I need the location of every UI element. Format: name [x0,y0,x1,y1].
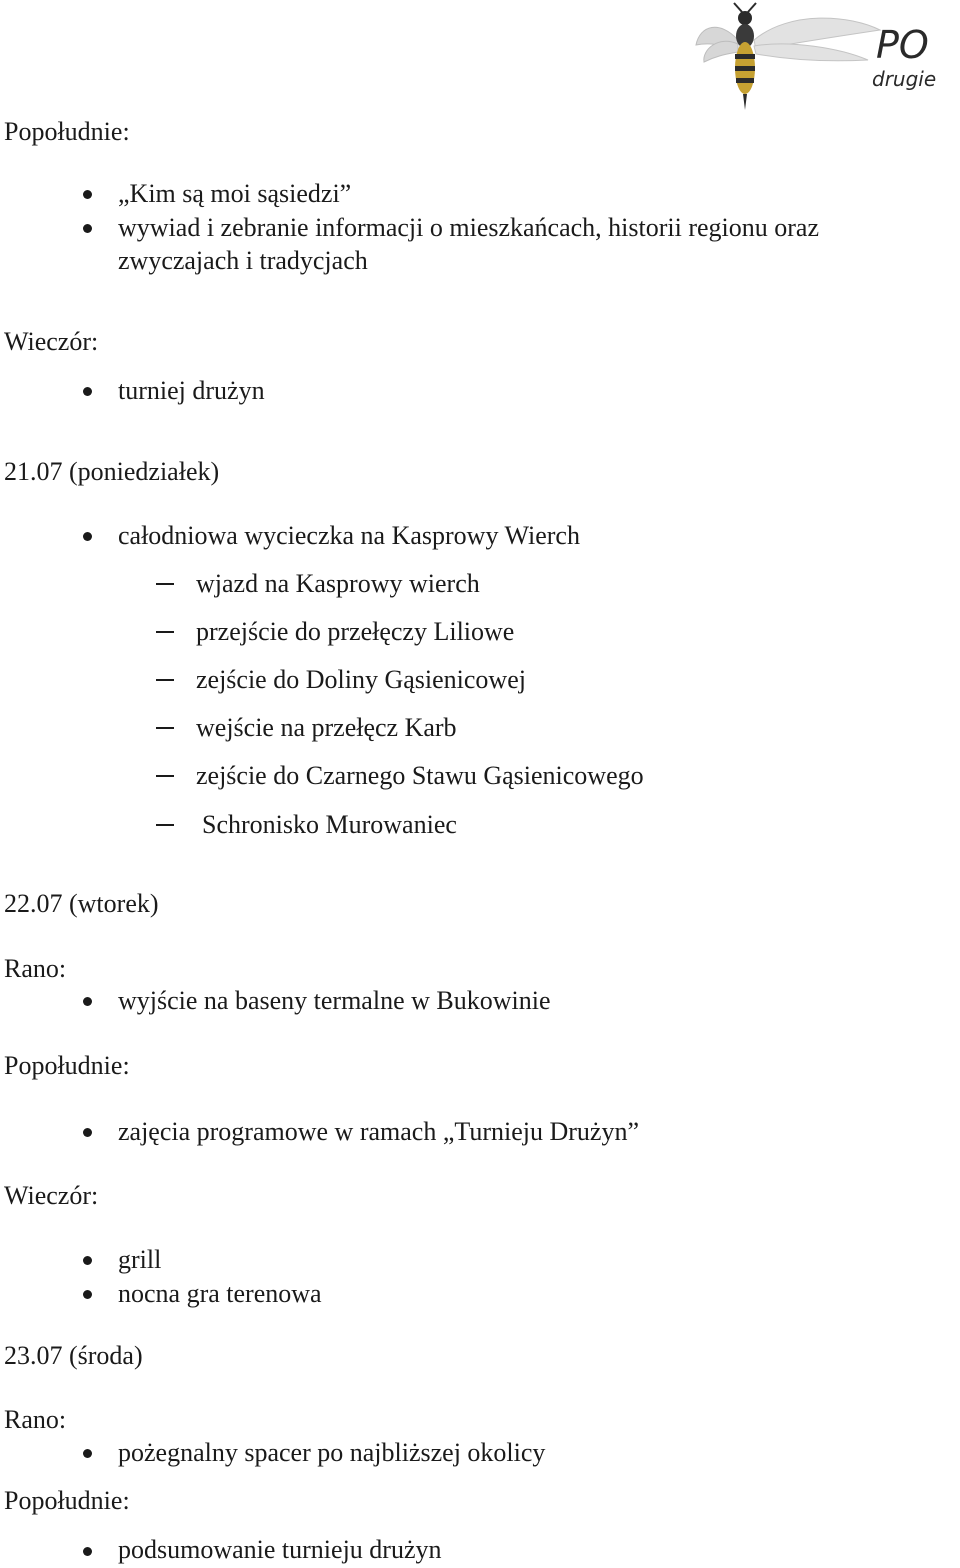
list-item-continuation: zwyczajach i tradycjach [118,246,368,275]
sub-item: przejście do przełęczy Liliowe [196,617,515,646]
morning-label: Rano: [4,954,67,983]
list-item: wywiad i zebranie informacji o mieszkańcach, historii regionu oraz [118,213,820,242]
dash-icon [156,679,174,681]
dash-icon [156,824,174,826]
dash-icon [156,631,174,633]
list-item: całodniowa wycieczka na Kasprowy Wierch [118,521,580,550]
dash-icon [156,775,174,777]
sub-item: wjazd na Kasprowy wierch [196,569,480,598]
list-item: pożegnalny spacer po najbliższej okolicy [118,1438,546,1467]
afternoon-label: Popołudnie: [4,117,130,146]
wing-right-icon [754,18,880,61]
afternoon-label: Popołudnie: [4,1486,130,1515]
bullet-icon [83,387,92,396]
dash-icon [156,583,174,585]
sub-item: wejście na przełęcz Karb [196,713,457,742]
bullet-icon [83,997,92,1006]
list-item: grill [118,1245,162,1274]
bullet-icon [83,1256,92,1265]
wing-left-icon [696,27,738,62]
evening-label: Wieczór: [4,327,99,356]
bullet-icon [83,190,92,199]
logo-main-text: PO [876,23,929,67]
logo-sub-text: drugie [872,67,937,91]
bee-icon [734,3,756,110]
dash-icon [156,727,174,729]
list-item: podsumowanie turnieju drużyn [118,1535,442,1564]
list-item: zajęcia programowe w ramach „Turnieju Drużyn” [118,1117,639,1146]
list-item: nocna gra terenowa [118,1279,322,1308]
sub-item: zejście do Doliny Gąsienicowej [196,665,526,694]
evening-label: Wieczór: [4,1181,99,1210]
afternoon-label: Popołudnie: [4,1051,130,1080]
date-heading: 23.07 (środa) [4,1341,143,1370]
date-heading: 22.07 (wtorek) [4,889,159,918]
bullet-icon [83,532,92,541]
list-item: „Kim są moi sąsiedzi” [118,179,352,208]
sub-item: zejście do Czarnego Stawu Gąsienicowego [196,761,644,790]
morning-label: Rano: [4,1405,67,1434]
bullet-icon [83,224,92,233]
bullet-icon [83,1449,92,1458]
po-drugie-logo [690,0,960,115]
bullet-icon [83,1290,92,1299]
bullet-icon [83,1128,92,1137]
date-heading: 21.07 (poniedziałek) [4,457,220,486]
bullet-icon [83,1547,92,1556]
sub-item: Schronisko Murowaniec [202,810,457,839]
list-item: wyjście na baseny termalne w Bukowinie [118,986,551,1015]
list-item: turniej drużyn [118,376,265,405]
